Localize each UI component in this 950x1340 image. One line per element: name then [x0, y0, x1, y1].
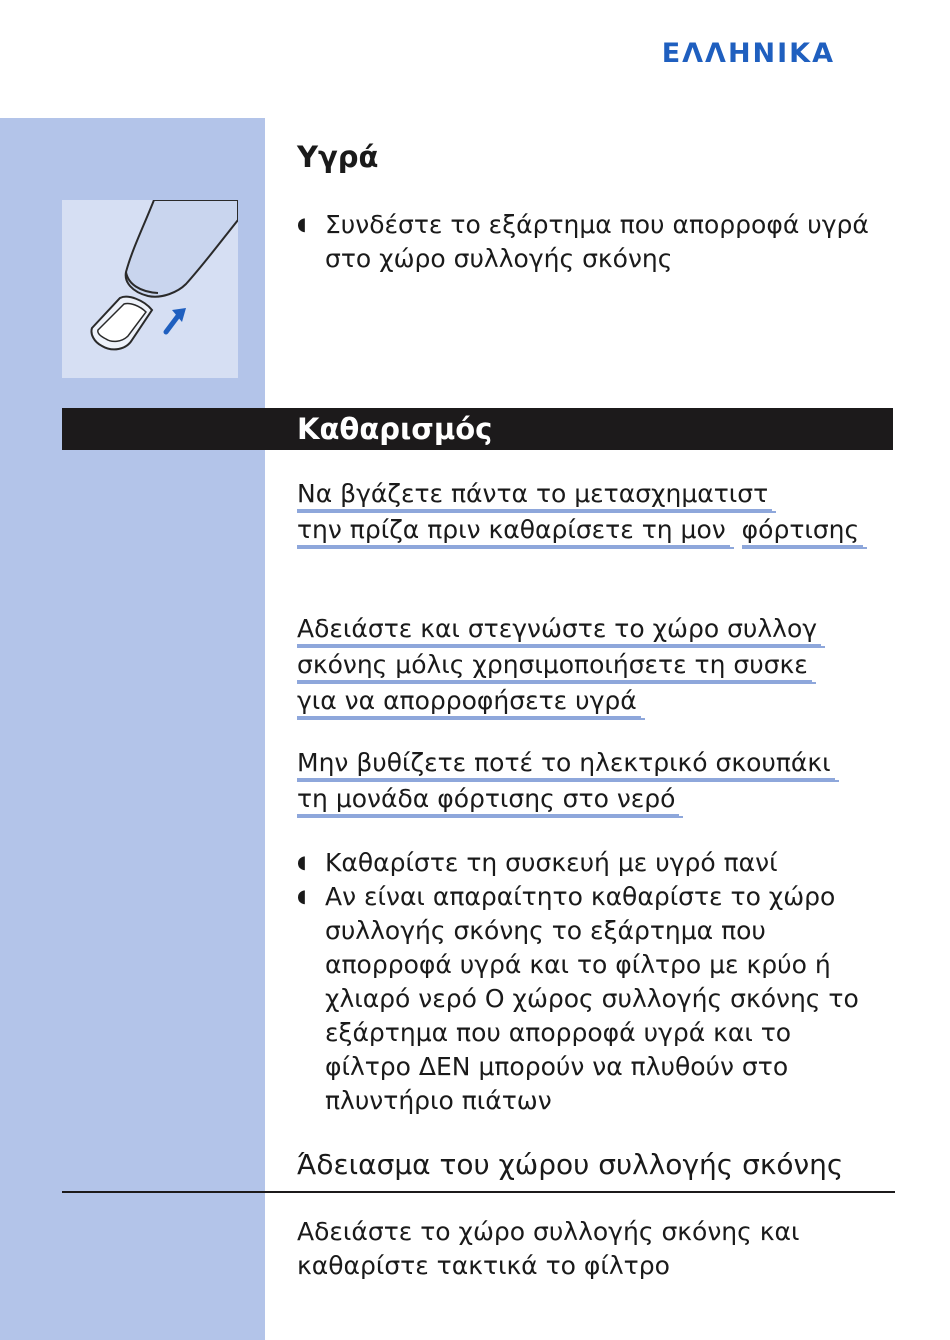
list-item: [297, 846, 778, 880]
paragraph-emptying: Αδειάστε το χώρο συλλογής σκόνης και καθαρίστε τακτικά το φίλτρο: [297, 1217, 800, 1280]
bullet-marker-icon: ◖: [297, 214, 307, 235]
list-item-text: Καθαρίστε τη συσκευή με υγρό πανί: [325, 848, 778, 877]
warning-paragraph: Αδειάστε και στεγνώστε το χώρο συλλογ σκόνης μόλις χρησιμοποιήσετε τη συσκε για να απορροφήσετε υγρά: [297, 612, 950, 720]
warning-paragraph: Μην βυθίζετε ποτέ το ηλεκτρικό σκουπάκι τη μονάδα φόρτισης στο νερό: [297, 746, 950, 818]
warning-paragraph: Να βγάζετε πάντα το μετασχηματιστ την πρίζα πριν καθαρίσετε τη μον φόρτισης: [297, 477, 950, 549]
list-item-text: Αν είναι απαραίτητο καθαρίστε το χώρο συλλογής σκόνης το εξάρτημα που απορροφά υγρά και το φίλτρο με κρύο ή χλιαρό νερό Ο χώρος συλλογής σκόνης το εξάρτημα που απορροφά υγρά και το φίλτρο ΔΕΝ μπορούν να πλυθούν στο πλυντήριο πιάτων: [325, 882, 859, 1115]
section-title-emptying: Άδειασμα του χώρου συλλογής σκόνης: [297, 1148, 844, 1181]
section-title-liquids: Υγρά: [297, 140, 379, 174]
list-item-text: Συνδέστε το εξάρτημα που απορροφά υγρά στο χώρο συλλογής σκόνης: [325, 210, 869, 273]
bullet-marker-icon: ◖: [297, 886, 307, 907]
language-label: ΕΛΛΗΝΙΚΑ: [661, 38, 835, 69]
nozzle-attach-illustration: [62, 200, 238, 378]
list-item: [297, 208, 869, 276]
section-rule: [62, 1191, 895, 1193]
list-item: [297, 880, 859, 1118]
section-title-cleaning: Καθαρισμός: [297, 412, 493, 446]
bullet-marker-icon: ◖: [297, 852, 307, 873]
